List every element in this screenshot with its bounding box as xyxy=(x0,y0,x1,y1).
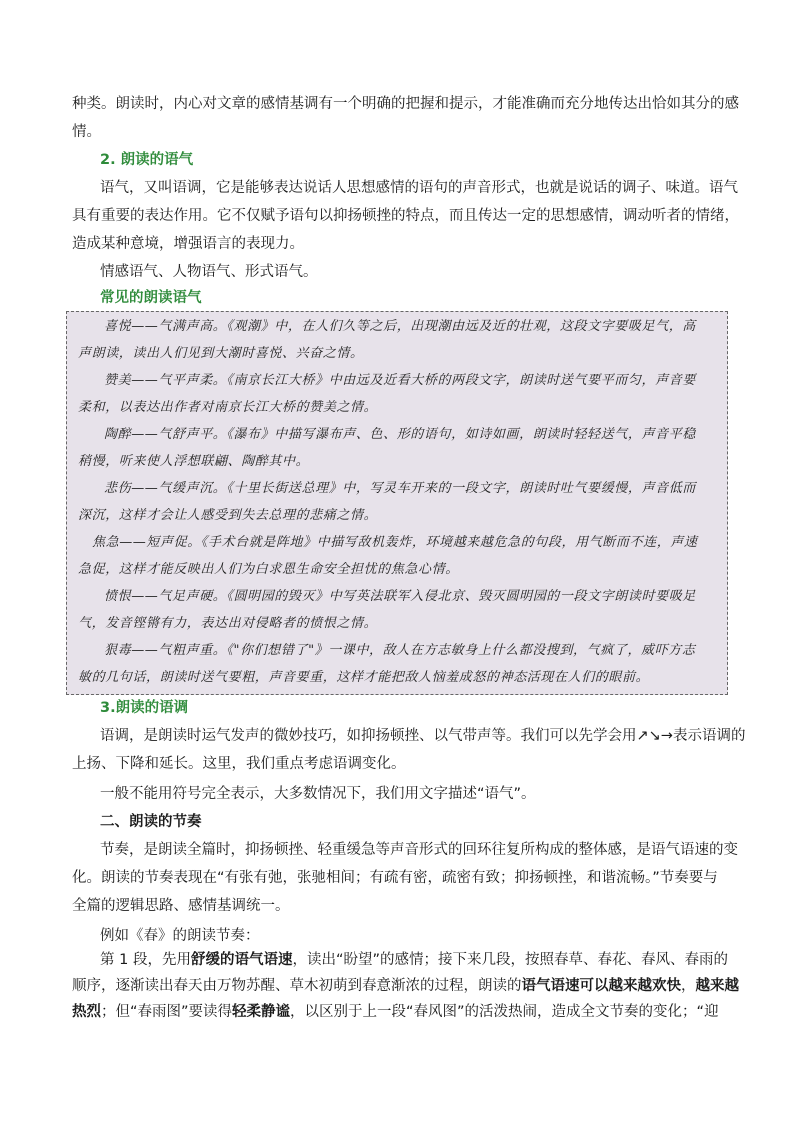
emphasis-text: 热烈 xyxy=(72,1004,101,1020)
part-2-para-3-line-3 xyxy=(72,998,726,1026)
box-line: 焦急——短声促。《手术台就是阵地》中描写敌机轰炸，环境越来越危急的句段，用气断而不连，声速 xyxy=(92,535,698,550)
part-2-para-1-line-3: 全篇的逻辑思路、感情基调统一。 xyxy=(72,898,290,914)
box-line: 狠毒——气粗声重。《"你们想错了"》一课中，敌人在方志敏身上什么都没搜到，气疯了，威吓方志 xyxy=(104,643,696,658)
part-2-para-2: 例如《春》的朗读节奏： xyxy=(100,928,260,944)
section-2-heading: 2. 朗读的语气 xyxy=(100,152,194,168)
box-line: 赞美——气平声柔。《南京长江大桥》中由远及近看大桥的两段文字，朗读时送气要平而匀，声音要 xyxy=(104,373,696,388)
box-line: 敏的几句话，朗读时送气要粗，声音要重，这样才能把敌人恼羞成怒的神态活现在人们的眼前。 xyxy=(78,670,650,685)
box-line: 柔和，以表达出作者对南京长江大桥的赞美之情。 xyxy=(78,400,378,415)
box-line: 声朗读，读出人们见到大潮时喜悦、兴奋之情。 xyxy=(78,346,364,361)
emphasis-text: 语气语速可以越来越欢快 xyxy=(521,978,681,994)
text-run: 顺序，逐渐读出春天由万物苏醒、草木初萌到春意渐浓的过程，朗读的 xyxy=(72,978,522,994)
part-2-para-1-line-2: 化。朗读的节奏表现在“有张有弛，张驰相间；有疏有密，疏密有致；抑扬顿挫，和谐流畅。”节奏要与 xyxy=(72,870,718,886)
part-2-para-3-line-2 xyxy=(72,972,739,1000)
text-run: ，以区别于上一段“春风图”的活泼热闹，造成全文节奏的变化；“迎 xyxy=(290,1004,719,1020)
box-line: 急促，这样才能反映出人们为白求恩生命安全担忧的焦急心情。 xyxy=(78,562,459,577)
emphasis-text: 舒缓的语气语速 xyxy=(190,952,293,968)
section-3-para-1-line-1: 语调，是朗读时运气发声的微妙技巧，如抑扬顿挫、以气带声等。我们可以先学会用↗↘→表示语调的 xyxy=(100,728,746,744)
section-3-para-1-line-2: 上扬、下降和延长。这里，我们重点考虑语调变化。 xyxy=(72,756,406,772)
box-line: 稍慢，听来使人浮想联翩、陶醉其中。 xyxy=(78,454,310,469)
text-run: 第 1 段，先用 xyxy=(100,952,191,968)
section-2-para-2: 情感语气、人物语气、形式语气。 xyxy=(100,264,318,280)
emphasis-text: 越来越 xyxy=(695,978,739,994)
box-line: 陶醉——气舒声平。《瀑布》中描写瀑布声、色、形的语句，如诗如画，朗读时轻轻送气，声音平稳 xyxy=(104,427,696,442)
part-2-para-3-line-1 xyxy=(100,946,726,974)
section-2-para-1-line-1: 语气，又叫语调，它是能够表达说话人思想感情的语句的声音形式，也就是说话的调子、味道。语气 xyxy=(100,180,738,196)
part-2-heading: 二、朗读的节奏 xyxy=(100,814,202,830)
box-line: 深沉，这样才会让人感受到失去总理的悲痛之情。 xyxy=(78,508,378,523)
section-2-para-1-line-3: 造成某种意境，增强语言的表现力。 xyxy=(72,236,304,252)
section-2-para-1-line-2: 具有重要的表达作用。它不仅赋予语句以抑扬顿挫的特点，而且传达一定的思想感情，调动听者的情绪， xyxy=(72,208,739,224)
intro-line-2: 情。 xyxy=(72,124,101,140)
text-run: ，读出“盼望”的感情；接下来几段，按照春草、春花、春风、春雨的 xyxy=(292,952,728,968)
intro-line-1: 种类。朗读时，内心对文章的感情基调有一个明确的把握和提示，才能准确而充分地传达出恰如其分的感 xyxy=(72,96,739,112)
text-run: ， xyxy=(681,978,696,994)
box-line: 气，发音铿锵有力，表达出对侵略者的愤恨之情。 xyxy=(78,616,378,631)
box-line: 喜悦——气满声高。《观潮》中，在人们久等之后，出现潮由远及近的壮观，这段文字要吸足气，高 xyxy=(104,319,696,334)
part-2-para-1-line-1: 节奏，是朗读全篇时，抑扬顿挫、轻重缓急等声音形式的回环往复所构成的整体感，是语气语速的变 xyxy=(100,842,738,858)
box-line: 愤恨——气足声硬。《圆明园的毁灭》中写英法联军入侵北京、毁灭圆明园的一段文字朗读时要吸足 xyxy=(104,589,696,604)
text-run: ；但“春雨图”要读得 xyxy=(101,1004,233,1020)
emphasis-text: 轻柔静谧 xyxy=(232,1004,291,1020)
section-3-para-2: 一般不能用符号完全表示，大多数情况下，我们用文字描述“语气”。 xyxy=(100,786,536,802)
common-tones-subheading: 常见的朗读语气 xyxy=(100,290,202,306)
section-3-heading: 3.朗读的语调 xyxy=(100,700,189,716)
box-line: 悲伤——气缓声沉。《十里长街送总理》中，写灵车开来的一段文字，朗读时吐气要缓慢，声音低而 xyxy=(104,481,696,496)
